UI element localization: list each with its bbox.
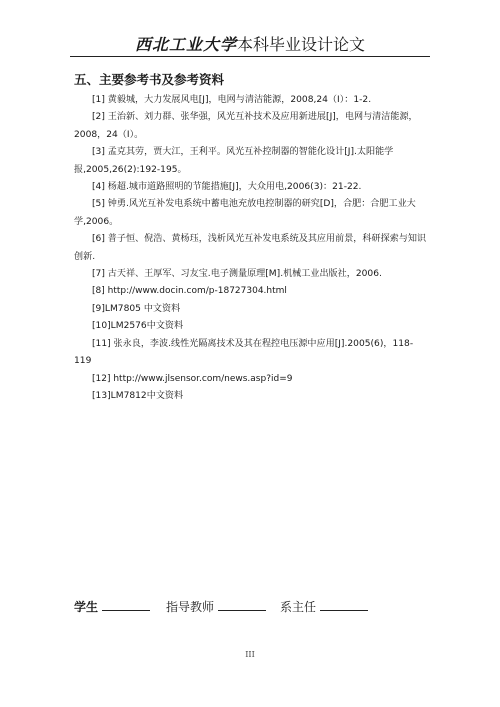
student-label: 学生 (74, 600, 99, 614)
advisor-label: 指导教师 (166, 600, 215, 614)
director-signature-line (320, 599, 368, 611)
director-label: 系主任 (280, 600, 317, 614)
header-school-name: 西北工业大学 (134, 35, 237, 54)
reference-item: [7] 古天祥、王厚军、习友宝.电子测量原理[M].机械工业出版社，2006. (92, 269, 382, 280)
reference-item: [1] 黄毅城，大力发展风电[J]，电网与清洁能源，2008,24（Ⅰ）：1-2. (92, 95, 372, 105)
page-header (70, 32, 430, 54)
reference-item: [3] 孟克其劳，贾大江，王利平。风光互补控制器的智能化设计[J].太阳能学报,2005,26(2):192-195。 (74, 147, 394, 175)
reference-item: [2] 王治新、刘力群、张华强，风光互补技术及应用新进展[J]，电网与清洁能源，2008，24（Ⅰ）。 (74, 112, 418, 140)
student-signature-line (102, 599, 150, 611)
reference-item: [6] 普子恒、倪浩、黄杨珏，浅析风光互补发电系统及其应用前景，科研探索与知识创新. (74, 234, 427, 262)
reference-item: [5] 钟勇.风光互补发电系统中蓄电池充放电控制器的研究[D]，合肥：合肥工业大学,2006。 (74, 199, 416, 227)
reference-list (74, 92, 430, 405)
reference-item: [12] http://www.jlsensor.com/news.asp?id=9 (92, 373, 293, 384)
reference-item: [4] 杨超.城市道路照明的节能措施[J]，大众用电,2006(3)：21-22. (92, 182, 362, 193)
reference-item: [8] http://www.docin.com/p-18727304.html (92, 286, 287, 297)
reference-item: [9]LM7805 中文资料 (92, 303, 181, 314)
header-rule (70, 56, 430, 57)
header-thesis-title: 本科毕业设计论文 (237, 35, 366, 54)
reference-item: [10]LM2576中文资料 (92, 321, 184, 332)
section-title: 五、主要参考书及参考资料 (74, 72, 225, 87)
reference-item: [11] 张永良，李波.线性光隔离技术及其在程控电压源中应用[J].2005(6)，118-119 (74, 338, 414, 367)
reference-item: [13]LM7812中文资料 (92, 390, 184, 401)
signature-row (74, 598, 434, 615)
page-number: III (245, 650, 255, 659)
advisor-signature-line (218, 599, 266, 611)
